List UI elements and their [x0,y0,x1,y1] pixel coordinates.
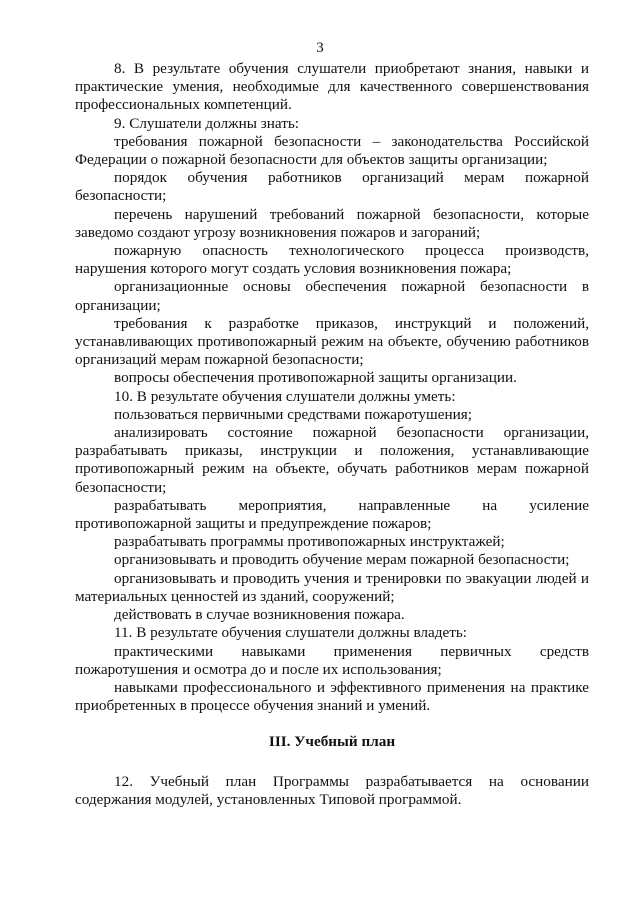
skill-item-6: организовывать и проводить учения и тренировки по эвакуации людей и материальных ценностей из зданий, сооружений; [75,569,589,605]
know-item-5: организационные основы обеспечения пожарной безопасности в организации; [75,278,589,314]
skill-item-3: разрабатывать мероприятия, направленные на усиление противопожарной защиты и предупреждение пожаров; [75,496,589,533]
mastery-item-2: навыками профессионального и эффективного применения на практике приобретенных в процессе обучения знаний и умений. [75,678,589,715]
section-body [75,773,589,809]
skill-item-1: пользоваться первичными средствами пожаротушения; [114,405,472,423]
know-item-4: пожарную опасность технологического процесса производств, нарушения которого могут создать условия возникновения пожара; [75,242,589,278]
know-item-2: порядок обучения работников организаций мерам пожарной безопасности; [75,169,589,205]
paragraph-9-intro: 9. Слушатели должны знать: [114,114,299,132]
page-number: 3 [316,40,324,56]
paragraph-11-intro: 11. В результате обучения слушатели должны владеть: [114,624,467,642]
know-item-3: перечень нарушений требований пожарной безопасности, которые заведомо создают угрозу возникновения пожаров и загораний; [75,205,589,241]
skill-item-7: действовать в случае возникновения пожара. [114,606,405,624]
skill-item-5: организовывать и проводить обучение мерам пожарной безопасности; [114,551,570,569]
paragraph-10-intro: 10. В результате обучения слушатели должны уметь: [114,387,456,405]
paragraph-12: 12. Учебный план Программы разрабатывается на основании содержания модулей, установленных Типовой программой. [75,773,589,809]
know-item-1: требования пожарной безопасности – законодательства Российской Федерации о пожарной безопасности для объектов защиты организации; [75,132,589,169]
skill-item-2: анализировать состояние пожарной безопасности организации, разрабатывать приказы, инструкции и положения, устанавливающие противопожарный режим на объекте, обучать работников мерам пожарной безопасности; [75,424,589,496]
paragraph-8: 8. В результате обучения слушатели приобретают знания, навыки и практические умения, необходимые для качественного совершенствования профессиональных компетенций. [75,60,589,114]
mastery-item-1: практическими навыками применения первичных средств пожаротушения и осмотра до и после их использования; [75,642,589,678]
know-item-6: требования к разработке приказов, инструкций и положений, устанавливающих противопожарный режим на объекте, обучению работников организаций мерам пожарной безопасности; [75,314,589,369]
know-item-7: вопросы обеспечения противопожарной защиты организации. [114,369,517,387]
section-heading: III. Учебный план [268,733,396,750]
skill-item-4: разрабатывать программы противопожарных инструктажей; [114,533,505,551]
document-body [75,60,589,715]
